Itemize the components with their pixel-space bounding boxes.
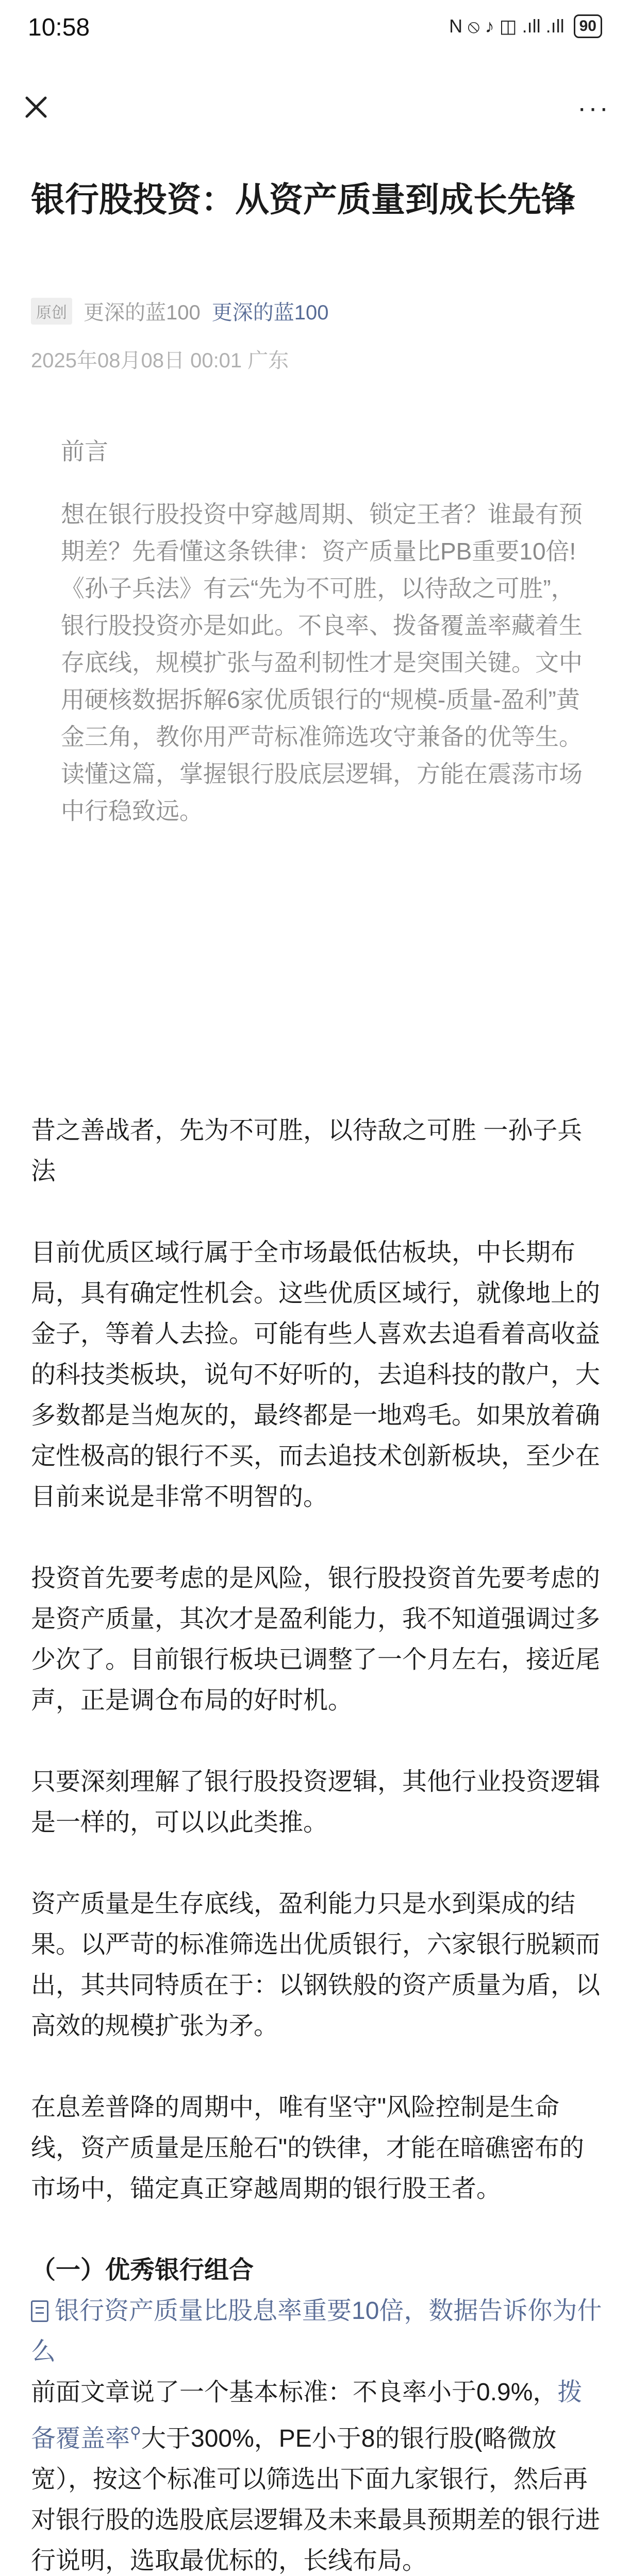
status-time: 10:58 — [28, 14, 90, 41]
status-bar — [0, 0, 631, 47]
battery-icon: 90 — [574, 14, 602, 38]
article-meta — [31, 296, 329, 326]
publish-date: 2025年08月08日 00:01 广东 — [31, 349, 289, 372]
author-name: 更深的蓝100 — [84, 301, 201, 324]
top-nav-bar — [0, 88, 631, 139]
preface-block — [61, 433, 592, 829]
paragraph: 只要深刻理解了银行股投资逻辑，其他行业投资逻辑是一样的，可以以此类推。 — [31, 1768, 601, 1836]
more-icon[interactable]: ··· — [577, 93, 610, 123]
related-article-link[interactable] — [31, 2291, 603, 2372]
preface-title: 前言 — [61, 438, 108, 465]
preface-text: 想在银行股投资中穿越周期、锁定王者？谁最有预期差？先看懂这条铁律：资产质量比PB重要10倍!《孙子兵法》有云“先为不可胜，以待敌之可胜”，银行股投资亦是如此。不良率、拨备覆盖率藏着生存底线，规模扩张与盈利韧性才是突围关键。文中用硬核数据拆解6家优质银行的“规模-质量-盈利”黄金三角，教你用严苛标准筛选攻守兼备的优等生。读懂这篇，掌握银行股底层逻辑，方能在震荡市场中行稳致远。 — [61, 501, 583, 824]
paragraph: 昔之善战者，先为不可胜，以待敌之可胜 一孙子兵法 — [31, 1117, 583, 1185]
account-link[interactable]: 更深的蓝100 — [211, 301, 329, 324]
related-article-text[interactable]: 银行资产质量比股息率重要10倍，数据告诉你为什么 — [31, 2297, 602, 2365]
document-icon — [31, 2300, 48, 2322]
close-icon[interactable] — [21, 92, 52, 123]
signal-wifi-icons: N ⦸ ♪ ◫ .ıll .ıll — [449, 15, 564, 37]
article-body — [31, 1110, 603, 2576]
paragraph: 前面文章说了一个基本标准：不良率小于0.9%，拨备覆盖率⚲大于300%，PE小于8的银行股(略微放宽），按这个标准可以筛选出下面九家银行，然后再对银行股的选股底层逻辑及未来最具预期差的银行进行说明，选取最优标的，长线布局。 — [31, 2379, 601, 2574]
paragraph: 资产质量是生存底线，盈利能力只是水到渠成的结果。以严苛的标准筛选出优质银行，六家银行脱颖而出，其共同特质在于：以钢铁般的资产质量为盾，以高效的规模扩张为矛。 — [31, 1890, 601, 2040]
original-badge: 原创 — [31, 298, 72, 325]
system-icons — [449, 14, 602, 38]
article-title: 银行股投资：从资产质量到成长先锋 — [31, 180, 575, 218]
search-icon[interactable]: ⚲ — [130, 2425, 141, 2442]
section-title: （一）优秀银行组合 — [31, 2257, 254, 2284]
paragraph: 在息差普降的周期中，唯有坚守"风险控制是生命线，资产质量是压舱石"的铁律，才能在暗礁密布的市场中，锚定真正穿越周期的银行股王者。 — [31, 2094, 585, 2202]
paragraph: 目前优质区域行属于全市场最低估板块，中长期布局，具有确定性机会。这些优质区域行，就像地上的金子，等着人去捡。可能有些人喜欢去追看着高收益的科技类板块，说句不好听的，去追科技的散户，大多数都是当炮灰的，最终都是一地鸡毛。如果放着确定性极高的银行不买，而去追技术创新板块，至少在目前来说是非常不明智的。 — [31, 1239, 601, 1511]
keyword-link[interactable]: 拨备覆盖率 — [31, 2379, 583, 2452]
paragraph: 投资首先要考虑的是风险，银行股投资首先要考虑的是资产质量，其次才是盈利能力，我不知道强调过多少次了。目前银行板块已调整了一个月左右，接近尾声，正是调仓布局的好时机。 — [31, 1565, 601, 1714]
